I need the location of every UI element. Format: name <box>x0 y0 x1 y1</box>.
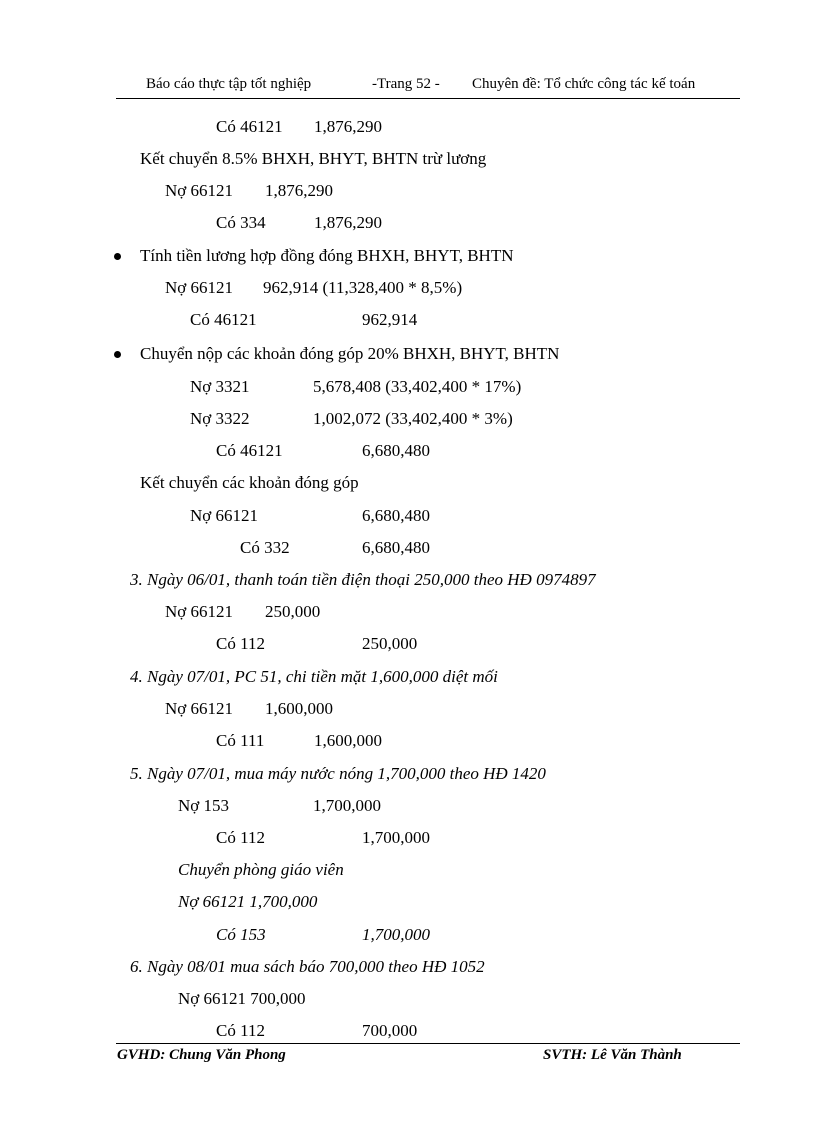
entry-line: Nợ 3321 5,678,408 (33,402,400 * 17%) <box>190 377 522 396</box>
entry-line: Có 334 1,876,290 <box>216 213 382 232</box>
bullet-icon <box>114 253 121 260</box>
entry-line: Chuyển phòng giáo viên <box>178 860 344 879</box>
entry-line: Chuyển nộp các khoản đóng góp 20% BHXH, BHYT, BHTN <box>140 344 560 363</box>
entry-line: Nợ 66121 1,876,290 <box>165 181 333 200</box>
entry-line: Nợ 153 1,700,000 <box>178 796 381 815</box>
footer-rule <box>116 1043 740 1044</box>
entry-line: Có 112 1,700,000 <box>216 828 430 847</box>
header-report-title: Báo cáo thực tập tốt nghiệp <box>146 76 312 92</box>
entry-line: Có 112 700,000 <box>216 1021 418 1040</box>
entry-line: Có 46121 1,876,290 <box>216 117 382 136</box>
entry-line: Nợ 66121 6,680,480 <box>190 506 430 525</box>
entry-line: Có 46121 962,914 <box>190 310 418 329</box>
entry-line: Kết chuyển 8.5% BHXH, BHYT, BHTN trừ lương <box>140 149 487 168</box>
entry-line: Tính tiền lương hợp đồng đóng BHXH, BHYT, BHTN <box>140 246 514 265</box>
entry-line: Nợ 66121 1,600,000 <box>165 699 333 718</box>
entry-line: Nợ 3322 1,002,072 (33,402,400 * 3%) <box>190 409 513 428</box>
entry-line: Có 153 1,700,000 <box>216 925 430 944</box>
entry-line: Nợ 66121 700,000 <box>178 989 306 1008</box>
transaction-heading: 6. Ngày 08/01 mua sách báo 700,000 theo HĐ 1052 <box>130 957 485 976</box>
entry-line: Có 112 250,000 <box>216 634 418 653</box>
entry-line: Có 46121 6,680,480 <box>216 441 430 460</box>
entry-line: Nợ 66121 1,700,000 <box>178 892 318 911</box>
transaction-heading: 5. Ngày 07/01, mua máy nước nóng 1,700,000 theo HĐ 1420 <box>130 764 546 783</box>
entry-line: Nợ 66121 962,914 (11,328,400 * 8,5%) <box>165 278 463 297</box>
entry-line: Kết chuyển các khoản đóng góp <box>140 473 359 492</box>
entry-line: Có 332 6,680,480 <box>240 538 430 557</box>
transaction-heading: 3. Ngày 06/01, thanh toán tiền điện thoại 250,000 theo HĐ 0974897 <box>130 570 596 589</box>
footer-supervisor: GVHD: Chung Văn Phong <box>117 1047 286 1063</box>
footer-student: SVTH: Lê Văn Thành <box>543 1047 682 1063</box>
header-topic: Chuyên đề: Tổ chức công tác kế toán <box>472 76 696 92</box>
transaction-heading: 4. Ngày 07/01, PC 51, chi tiền mặt 1,600,000 diệt mối <box>130 667 498 686</box>
bullet-icon <box>114 351 121 358</box>
entry-line: Có 111 1,600,000 <box>216 731 382 750</box>
entry-line: Nợ 66121 250,000 <box>165 602 321 621</box>
header-page-number: -Trang 52 - <box>372 76 440 92</box>
header-rule <box>116 98 740 99</box>
